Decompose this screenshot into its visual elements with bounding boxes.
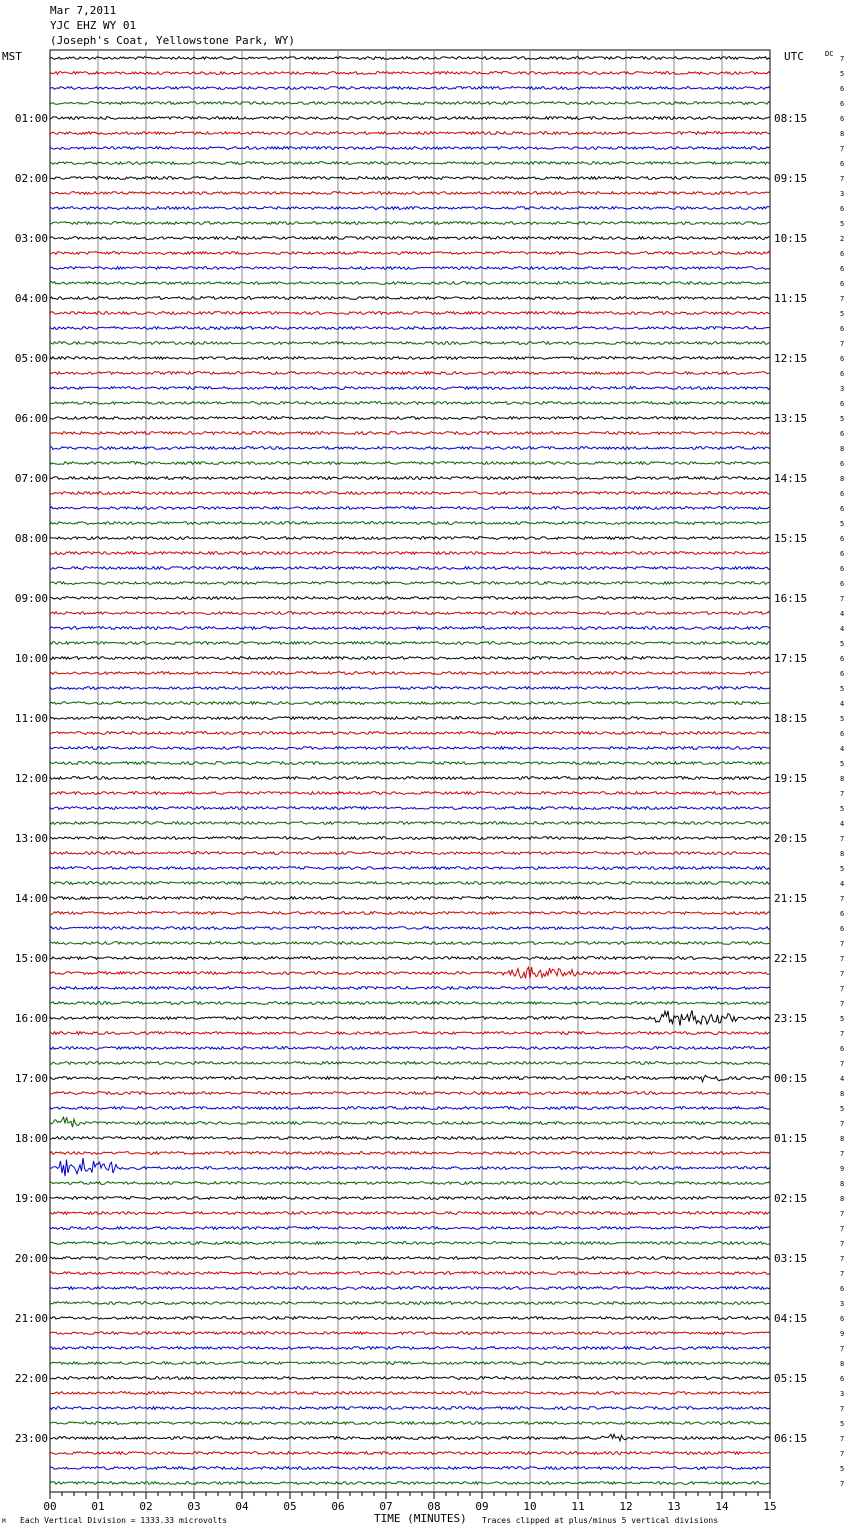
trace-row	[50, 747, 770, 750]
trace-row	[50, 642, 770, 645]
trace-row	[50, 192, 770, 195]
station-code: YJC EHZ WY 01	[50, 19, 137, 32]
dc-offset-value: 7	[840, 175, 845, 183]
trace-row	[50, 1212, 770, 1215]
dc-offset-value: 6	[840, 100, 845, 108]
dc-offset-value: 6	[840, 1285, 845, 1293]
trace-row	[50, 1152, 770, 1155]
hour-label-utc: 16:15	[774, 592, 808, 605]
dc-offset-value: 6	[840, 400, 845, 408]
x-tick-label: 13	[667, 1500, 681, 1513]
x-tick-label: 00	[43, 1500, 57, 1513]
trace-row	[50, 1377, 770, 1380]
dc-offset-value: 4	[840, 1075, 845, 1083]
trace-row	[50, 777, 770, 780]
dc-offset-value: 6	[840, 430, 845, 438]
trace-row	[50, 432, 770, 435]
dc-offset-value: 7	[840, 1060, 845, 1068]
x-tick-label: 09	[475, 1500, 489, 1513]
dc-offset-value: 9	[840, 1165, 845, 1173]
hour-label-mst: 04:00	[14, 292, 48, 305]
station-location: (Joseph's Coat, Yellowstone Park, WY)	[50, 34, 296, 47]
trace-row	[50, 1182, 770, 1185]
hour-label-utc: 05:15	[774, 1372, 808, 1385]
hour-label-mst: 07:00	[14, 472, 48, 485]
trace-row	[50, 102, 770, 105]
trace-row	[50, 852, 770, 855]
dc-offset-value: 6	[840, 250, 845, 258]
trace-row	[50, 867, 770, 870]
dc-offset-value: 6	[840, 1375, 845, 1383]
dc-offset-value: 8	[840, 475, 845, 483]
dc-offset-value: 7	[840, 790, 845, 798]
trace-row	[50, 297, 770, 300]
hour-label-mst: 17:00	[14, 1072, 48, 1085]
trace-row	[50, 1317, 770, 1320]
trace-row	[50, 1158, 770, 1176]
hour-label-utc: 22:15	[774, 952, 808, 965]
dc-offset-value: 6	[840, 85, 845, 93]
dc-offset-value: 5	[840, 685, 845, 693]
x-tick-label: 03	[187, 1500, 201, 1513]
trace-row	[50, 312, 770, 315]
trace-row	[50, 822, 770, 825]
dc-offset-value: 5	[840, 1465, 845, 1473]
hour-label-utc: 04:15	[774, 1312, 808, 1325]
dc-offset-value: 3	[840, 1300, 845, 1308]
x-tick-label: 10	[523, 1500, 537, 1513]
dc-offset-value: 6	[840, 205, 845, 213]
dc-offset-value: 5	[840, 415, 845, 423]
trace-row	[50, 1332, 770, 1335]
trace-row	[50, 1467, 770, 1470]
trace-row	[50, 57, 770, 60]
dc-offset-value: 3	[840, 190, 845, 198]
trace-row	[50, 927, 770, 930]
hour-label-mst: 12:00	[14, 772, 48, 785]
dc-offset-value: 6	[840, 370, 845, 378]
trace-row	[50, 522, 770, 525]
trace-row	[50, 1407, 770, 1410]
dc-offset-value: 5	[840, 1105, 845, 1113]
x-tick-label: 05	[283, 1500, 297, 1513]
x-tick-label: 08	[427, 1500, 441, 1513]
trace-row	[50, 792, 770, 795]
dc-offset-value: 8	[840, 130, 845, 138]
dc-offset-value: 2	[840, 235, 845, 243]
trace-row	[50, 237, 770, 240]
hour-label-utc: 02:15	[774, 1192, 808, 1205]
trace-row	[50, 1287, 770, 1290]
trace-row	[50, 897, 770, 900]
dc-offset-value: 5	[840, 70, 845, 78]
trace-row	[50, 357, 770, 360]
hour-label-utc: 08:15	[774, 112, 808, 125]
dc-offset-value: 4	[840, 610, 845, 618]
hour-label-mst: 02:00	[14, 172, 48, 185]
dc-offset-value: 7	[840, 1405, 845, 1413]
hour-label-mst: 20:00	[14, 1252, 48, 1265]
dc-offset-value: 5	[840, 805, 845, 813]
hour-label-mst: 01:00	[14, 112, 48, 125]
hour-label-utc: 17:15	[774, 652, 808, 665]
dc-offset-value: 7	[840, 835, 845, 843]
left-timezone-label: MST	[2, 50, 22, 63]
trace-row	[50, 1452, 770, 1455]
dc-offset-value: 6	[840, 325, 845, 333]
trace-row	[50, 1047, 770, 1050]
hour-label-mst: 05:00	[14, 352, 48, 365]
trace-row	[50, 702, 770, 705]
hour-label-mst: 06:00	[14, 412, 48, 425]
dc-offset-value: 4	[840, 745, 845, 753]
dc-offset-value: 7	[840, 1120, 845, 1128]
trace-row	[50, 372, 770, 375]
hour-label-mst: 03:00	[14, 232, 48, 245]
x-tick-label: 02	[139, 1500, 153, 1513]
hour-label-mst: 21:00	[14, 1312, 48, 1325]
dc-offset-value: 7	[840, 940, 845, 948]
hour-label-utc: 06:15	[774, 1432, 808, 1445]
hour-label-utc: 19:15	[774, 772, 808, 785]
trace-row	[50, 1434, 770, 1441]
hour-label-utc: 12:15	[774, 352, 808, 365]
hour-label-mst: 23:00	[14, 1432, 48, 1445]
dc-offset-value: 7	[840, 1030, 845, 1038]
trace-row	[50, 732, 770, 735]
trace-row	[50, 1362, 770, 1365]
trace-row	[50, 1075, 770, 1082]
trace-row	[50, 1107, 770, 1110]
trace-row	[50, 72, 770, 75]
hour-label-mst: 11:00	[14, 712, 48, 725]
dc-offset-value: 7	[840, 970, 845, 978]
corner-mark: M	[2, 1518, 6, 1525]
dc-offset-value: 6	[840, 355, 845, 363]
dc-offset-value: 6	[840, 460, 845, 468]
dc-offset-value: 6	[840, 160, 845, 168]
scale-note: Each Vertical Division = 1333.33 microvolts	[20, 1516, 228, 1525]
trace-row	[50, 207, 770, 210]
hour-label-mst: 09:00	[14, 592, 48, 605]
trace-row	[50, 1482, 770, 1485]
dc-offset-value: 6	[840, 1045, 845, 1053]
trace-row	[50, 417, 770, 420]
trace-row	[50, 1117, 770, 1127]
dc-label: DC	[825, 50, 834, 58]
trace-row	[50, 967, 770, 978]
dc-offset-value: 7	[840, 1000, 845, 1008]
trace-row	[50, 1002, 770, 1005]
trace-row	[50, 552, 770, 555]
dc-offset-value: 7	[840, 1270, 845, 1278]
dc-offset-value: 6	[840, 730, 845, 738]
trace-row	[50, 987, 770, 990]
dc-offset-value: 7	[840, 1240, 845, 1248]
trace-row	[50, 267, 770, 270]
plot-date: Mar 7,2011	[50, 4, 117, 17]
dc-offset-value: 8	[840, 775, 845, 783]
dc-offset-value: 3	[840, 1390, 845, 1398]
dc-offset-value: 5	[840, 520, 845, 528]
dc-offset-value: 7	[840, 295, 845, 303]
dc-offset-value: 7	[840, 1480, 845, 1488]
dc-offset-value: 7	[840, 895, 845, 903]
dc-offset-value: 8	[840, 1135, 845, 1143]
hour-label-utc: 00:15	[774, 1072, 808, 1085]
trace-row	[50, 1092, 770, 1095]
trace-row	[50, 252, 770, 255]
dc-offset-value: 6	[840, 565, 845, 573]
hour-label-mst: 08:00	[14, 532, 48, 545]
hour-label-mst: 15:00	[14, 952, 48, 965]
trace-row	[50, 447, 770, 450]
dc-offset-value: 6	[840, 535, 845, 543]
hour-label-mst: 16:00	[14, 1012, 48, 1025]
trace-row	[50, 672, 770, 675]
trace-row	[50, 177, 770, 180]
dc-offset-value: 8	[840, 1090, 845, 1098]
x-tick-label: 07	[379, 1500, 393, 1513]
trace-row	[50, 507, 770, 510]
trace-row	[50, 567, 770, 570]
hour-label-mst: 13:00	[14, 832, 48, 845]
trace-row	[50, 462, 770, 465]
dc-offset-value: 3	[840, 385, 845, 393]
dc-offset-value: 8	[840, 1360, 845, 1368]
hour-label-mst: 14:00	[14, 892, 48, 905]
trace-row	[50, 612, 770, 615]
trace-row	[50, 1227, 770, 1230]
dc-offset-value: 8	[840, 445, 845, 453]
dc-offset-value: 6	[840, 910, 845, 918]
hour-label-utc: 23:15	[774, 1012, 808, 1025]
dc-offset-value: 7	[840, 1225, 845, 1233]
trace-row	[50, 492, 770, 495]
trace-row	[50, 1137, 770, 1140]
dc-offset-value: 6	[840, 280, 845, 288]
trace-row	[50, 1257, 770, 1260]
dc-offset-value: 6	[840, 505, 845, 513]
trace-row	[50, 717, 770, 720]
hour-label-utc: 14:15	[774, 472, 808, 485]
hour-label-utc: 20:15	[774, 832, 808, 845]
trace-row	[50, 912, 770, 915]
trace-row	[50, 687, 770, 690]
dc-offset-value: 7	[840, 1255, 845, 1263]
trace-row	[50, 1032, 770, 1035]
hour-label-utc: 18:15	[774, 712, 808, 725]
dc-offset-value: 6	[840, 655, 845, 663]
x-tick-label: 11	[571, 1500, 585, 1513]
x-tick-label: 15	[763, 1500, 777, 1513]
dc-offset-value: 4	[840, 820, 845, 828]
trace-row	[50, 942, 770, 945]
dc-offset-value: 6	[840, 580, 845, 588]
x-tick-label: 14	[715, 1500, 729, 1513]
dc-offset-value: 8	[840, 1180, 845, 1188]
dc-offset-value: 7	[840, 1345, 845, 1353]
x-tick-label: 01	[91, 1500, 105, 1513]
x-axis-title: TIME (MINUTES)	[374, 1512, 467, 1525]
dc-offset-value: 4	[840, 700, 845, 708]
hour-label-utc: 03:15	[774, 1252, 808, 1265]
trace-row	[50, 837, 770, 840]
trace-row	[50, 1242, 770, 1245]
trace-row	[50, 87, 770, 90]
dc-offset-value: 7	[840, 1210, 845, 1218]
trace-row	[50, 117, 770, 120]
dc-offset-value: 5	[840, 715, 845, 723]
trace-row	[50, 1422, 770, 1425]
hour-label-mst: 18:00	[14, 1132, 48, 1145]
dc-offset-value: 7	[840, 145, 845, 153]
trace-row	[50, 402, 770, 405]
x-tick-label: 04	[235, 1500, 249, 1513]
trace-row	[50, 882, 770, 885]
dc-offset-value: 5	[840, 310, 845, 318]
trace-row	[50, 1392, 770, 1395]
dc-offset-value: 7	[840, 985, 845, 993]
right-timezone-label: UTC	[784, 50, 804, 63]
hour-label-utc: 09:15	[774, 172, 808, 185]
dc-offset-value: 7	[840, 955, 845, 963]
dc-offset-value: 6	[840, 1315, 845, 1323]
dc-offset-value: 6	[840, 670, 845, 678]
dc-offset-value: 8	[840, 850, 845, 858]
dc-offset-value: 4	[840, 625, 845, 633]
trace-row	[50, 537, 770, 540]
trace-row	[50, 627, 770, 630]
clip-note: Traces clipped at plus/minus 5 vertical divisions	[482, 1516, 719, 1525]
dc-offset-value: 7	[840, 340, 845, 348]
dc-offset-value: 7	[840, 595, 845, 603]
hour-label-mst: 22:00	[14, 1372, 48, 1385]
hour-label-utc: 01:15	[774, 1132, 808, 1145]
dc-offset-value: 7	[840, 1450, 845, 1458]
dc-offset-value: 9	[840, 1330, 845, 1338]
dc-offset-value: 5	[840, 1420, 845, 1428]
trace-row	[50, 1197, 770, 1200]
dc-offset-value: 5	[840, 760, 845, 768]
trace-row	[50, 222, 770, 225]
x-tick-label: 12	[619, 1500, 633, 1513]
trace-row	[50, 1347, 770, 1350]
dc-offset-value: 8	[840, 1195, 845, 1203]
hour-label-utc: 15:15	[774, 532, 808, 545]
trace-row	[50, 597, 770, 600]
trace-row	[50, 327, 770, 330]
dc-offset-value: 5	[840, 865, 845, 873]
dc-offset-value: 7	[840, 1150, 845, 1158]
dc-offset-value: 4	[840, 880, 845, 888]
trace-row	[50, 807, 770, 810]
hour-label-utc: 11:15	[774, 292, 808, 305]
trace-row	[50, 342, 770, 345]
dc-offset-value: 7	[840, 55, 845, 63]
dc-offset-value: 5	[840, 640, 845, 648]
trace-row	[50, 1010, 770, 1025]
trace-row	[50, 477, 770, 480]
trace-row	[50, 657, 770, 660]
trace-row	[50, 1302, 770, 1305]
trace-row	[50, 387, 770, 390]
dc-offset-value: 7	[840, 1435, 845, 1443]
dc-offset-value: 6	[840, 490, 845, 498]
trace-row	[50, 132, 770, 135]
hour-label-utc: 13:15	[774, 412, 808, 425]
trace-row	[50, 162, 770, 165]
dc-offset-value: 5	[840, 1015, 845, 1023]
trace-row	[50, 1062, 770, 1065]
hour-label-utc: 21:15	[774, 892, 808, 905]
trace-row	[50, 282, 770, 285]
hour-label-mst: 10:00	[14, 652, 48, 665]
dc-offset-value: 6	[840, 925, 845, 933]
hour-label-mst: 19:00	[14, 1192, 48, 1205]
trace-row	[50, 762, 770, 765]
dc-offset-value: 6	[840, 265, 845, 273]
dc-offset-value: 6	[840, 550, 845, 558]
hour-label-utc: 10:15	[774, 232, 808, 245]
trace-row	[50, 582, 770, 585]
x-tick-label: 06	[331, 1500, 345, 1513]
trace-row	[50, 957, 770, 960]
dc-offset-value: 6	[840, 115, 845, 123]
dc-offset-value: 5	[840, 220, 845, 228]
trace-row	[50, 1272, 770, 1275]
trace-row	[50, 147, 770, 150]
